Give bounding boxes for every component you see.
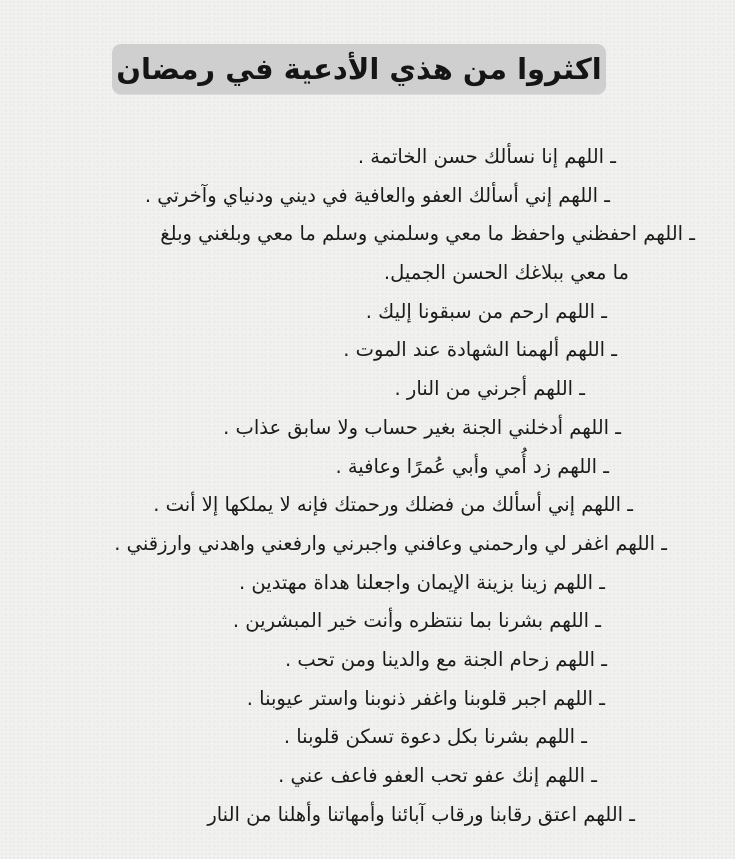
title-banner xyxy=(112,44,606,94)
dua-list xyxy=(20,138,695,834)
dua-line: ـ اللهم أدخلني الجنة بغير حساب ولا سابق عذاب . xyxy=(223,415,621,439)
page-title: اكثروا من هذي الأدعية في رمضان xyxy=(116,51,602,86)
dua-line: ـ اللهم إنا نسألك حسن الخاتمة . xyxy=(357,145,616,168)
dua-line: ـ اللهم زينا بزينة الإيمان واجعلنا هداة مهتدين . xyxy=(239,570,605,594)
dua-line: ـ اللهم اجبر قلوبنا واغفر ذنوبنا واستر عيوبنا . xyxy=(246,686,605,710)
dua-line: ـ اللهم إني أسألك من فضلك ورحمتك فإنه لا يملكها إلا أنت . xyxy=(153,493,633,517)
dua-line: ـ اللهم أجرني من النار . xyxy=(394,377,585,401)
dua-line: ـ اللهم إنك عفو تحب العفو فاعف عني . xyxy=(278,764,597,787)
dua-line: ـ اللهم اغفر لي وارحمني وعافني واجبرني وارفعني واهدني وارزقني . xyxy=(114,531,667,555)
dua-line: ـ اللهم زد أُمي وأبي عُمرًا وعافية . xyxy=(335,454,609,478)
dua-line: ـ اللهم بشرنا بكل دعوة تسكن قلوبنا . xyxy=(283,725,587,749)
dua-line-continuation: ما معي ببلاغك الحسن الجميل. xyxy=(383,261,629,285)
dua-line: ـ اللهم بشرنا بما ننتظره وأنت خير المبشرين . xyxy=(232,609,601,633)
dua-line: ـ اللهم إني أسألك العفو والعافية في ديني ودنياي وآخرتي . xyxy=(144,183,610,207)
dua-line: ـ اللهم اعتق رقابنا ورقاب آبائنا وأمهاتنا وأهلنا من النار xyxy=(207,802,635,826)
dua-line: ـ اللهم زحام الجنة مع والدينا ومن تحب . xyxy=(284,647,607,671)
dua-line: ـ اللهم ألهمنا الشهادة عند الموت . xyxy=(343,338,617,362)
dua-line: ـ اللهم ارحم من سبقونا إليك . xyxy=(365,299,607,323)
dua-line: ـ اللهم احفظني واحفظ ما معي وسلمني وسلم ما معي وبلغني وبلغ xyxy=(160,222,695,246)
